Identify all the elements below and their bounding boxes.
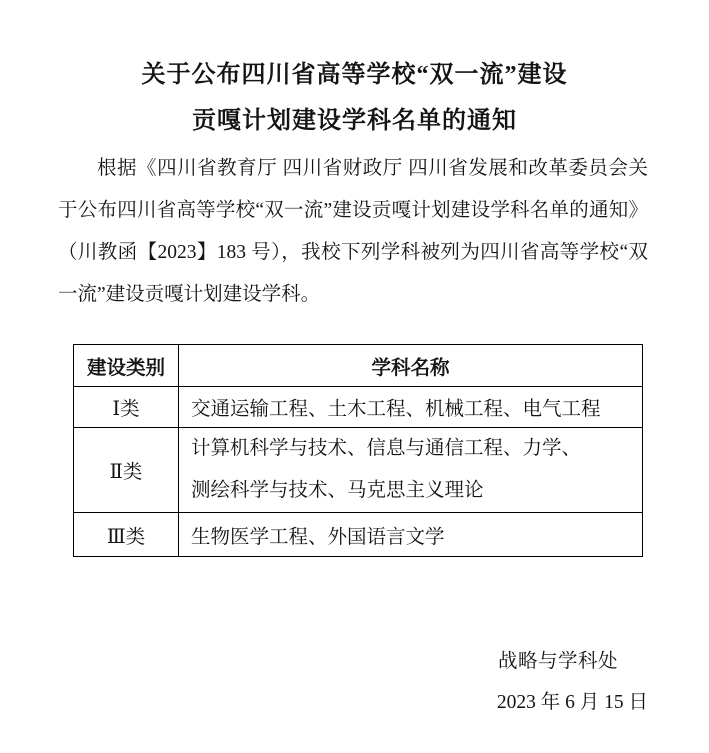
table-row [74, 513, 643, 557]
signature-date: 2023 年 6 月 15 日 [496, 692, 648, 713]
paragraph-line-4: 一流”建设贡嘎计划建设学科。 [58, 284, 321, 305]
subject-cell: 交通运输工程、土木工程、机械工程、电气工程 [179, 387, 643, 428]
subject-line-1: 计算机科学与技术、信息与通信工程、力学、 [191, 438, 582, 459]
header-category: 建设类别 [74, 345, 179, 387]
title-line-1: 关于公布四川省高等学校“双一流”建设 [141, 62, 568, 88]
subject-cell [179, 428, 643, 513]
title-line-2: 贡嘎计划建设学科名单的通知 [192, 108, 517, 134]
body-paragraph [58, 148, 648, 316]
table-header-row [74, 345, 643, 387]
subject-cell: 生物医学工程、外国语言文学 [179, 513, 643, 557]
notice-title [0, 52, 709, 144]
disciplines-table [73, 344, 643, 557]
signature-department: 战略与学科处 [497, 651, 618, 672]
header-subject: 学科名称 [179, 345, 643, 387]
table-row [74, 428, 643, 513]
category-cell: Ⅲ类 [74, 513, 179, 557]
table-row [74, 387, 643, 428]
subject-line-2: 测绘科学与技术、马克思主义理论 [191, 480, 484, 501]
category-cell: Ⅱ类 [74, 428, 179, 513]
paragraph-line-3: （川教函【2023】183 号），我校下列学科被列为四川省高等学校“双 [58, 242, 648, 263]
category-cell: Ⅰ类 [74, 387, 179, 428]
paragraph-line-1: 根据《四川省教育厅 四川省财政厅 四川省发展和改革委员会关 [97, 158, 648, 179]
paragraph-line-2: 于公布四川省高等学校“双一流”建设贡嘎计划建设学科名单的通知》 [58, 200, 648, 221]
